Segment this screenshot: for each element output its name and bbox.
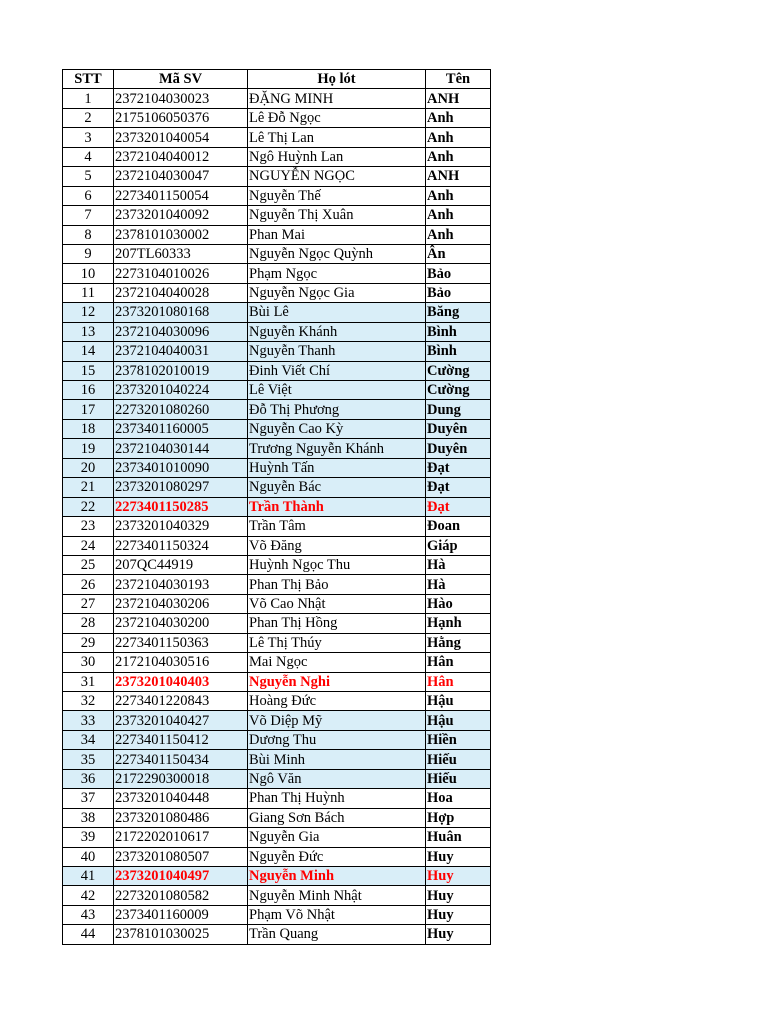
cell-ma-sv: 2373201040092 — [114, 206, 248, 225]
cell-ten: Hậu — [426, 692, 491, 711]
cell-stt: 31 — [63, 672, 114, 691]
header-ma-sv: Mã SV — [114, 70, 248, 89]
cell-stt: 41 — [63, 866, 114, 885]
cell-ho-lot: Bùi Lê — [248, 303, 426, 322]
cell-ten: Hoa — [426, 789, 491, 808]
cell-ho-lot: Phan Thị Huỳnh — [248, 789, 426, 808]
cell-ho-lot: Trần Quang — [248, 925, 426, 944]
table-row — [63, 264, 491, 283]
cell-ho-lot: ĐẶNG MINH — [248, 89, 426, 108]
table-row — [63, 381, 491, 400]
cell-ten: Hiền — [426, 730, 491, 749]
cell-ho-lot: Nguyễn Ngọc Gia — [248, 283, 426, 302]
cell-ten: Hân — [426, 672, 491, 691]
cell-ma-sv: 2172290300018 — [114, 769, 248, 788]
table-row — [63, 108, 491, 127]
cell-ten: Anh — [426, 108, 491, 127]
header-row — [63, 70, 491, 89]
table-row — [63, 653, 491, 672]
cell-ma-sv: 2373201080168 — [114, 303, 248, 322]
cell-stt: 23 — [63, 517, 114, 536]
cell-ma-sv: 2373401160005 — [114, 419, 248, 438]
table-row — [63, 730, 491, 749]
table-row — [63, 497, 491, 516]
cell-stt: 17 — [63, 400, 114, 419]
cell-ho-lot: Nguyễn Thế — [248, 186, 426, 205]
cell-ma-sv: 2273401150324 — [114, 536, 248, 555]
cell-ma-sv: 2372104030096 — [114, 322, 248, 341]
cell-stt: 36 — [63, 769, 114, 788]
cell-ma-sv: 2372104030193 — [114, 575, 248, 594]
table-row — [63, 147, 491, 166]
cell-stt: 32 — [63, 692, 114, 711]
cell-ma-sv: 2172104030516 — [114, 653, 248, 672]
cell-ho-lot: Lê Thị Thúy — [248, 633, 426, 652]
table-row — [63, 361, 491, 380]
cell-ma-sv: 2273401150412 — [114, 730, 248, 749]
cell-ho-lot: Phan Thị Hồng — [248, 614, 426, 633]
cell-ten: Hợp — [426, 808, 491, 827]
cell-ho-lot: Phan Mai — [248, 225, 426, 244]
cell-ten: Ân — [426, 244, 491, 263]
cell-ten: Băng — [426, 303, 491, 322]
cell-stt: 9 — [63, 244, 114, 263]
cell-ma-sv: 2175106050376 — [114, 108, 248, 127]
table-row — [63, 419, 491, 438]
cell-ten: ANH — [426, 89, 491, 108]
cell-ho-lot: Huỳnh Ngọc Thu — [248, 555, 426, 574]
cell-ten: Cường — [426, 361, 491, 380]
cell-stt: 42 — [63, 886, 114, 905]
header-stt: STT — [63, 70, 114, 89]
cell-ma-sv: 2273104010026 — [114, 264, 248, 283]
cell-ma-sv: 2273401150285 — [114, 497, 248, 516]
cell-ma-sv: 2373201040427 — [114, 711, 248, 730]
cell-ho-lot: Nguyễn Cao Kỳ — [248, 419, 426, 438]
cell-ten: Bình — [426, 342, 491, 361]
table-row — [63, 925, 491, 944]
cell-ma-sv: 2172202010617 — [114, 828, 248, 847]
cell-ho-lot: Trương Nguyễn Khánh — [248, 439, 426, 458]
cell-stt: 29 — [63, 633, 114, 652]
cell-stt: 28 — [63, 614, 114, 633]
table-row — [63, 439, 491, 458]
table-row — [63, 400, 491, 419]
cell-ma-sv: 2373201040448 — [114, 789, 248, 808]
table-row — [63, 517, 491, 536]
cell-stt: 40 — [63, 847, 114, 866]
cell-ho-lot: NGUYỄN NGỌC — [248, 167, 426, 186]
table-row — [63, 905, 491, 924]
cell-ten: Hào — [426, 594, 491, 613]
cell-ho-lot: Lê Đỗ Ngọc — [248, 108, 426, 127]
cell-ten: Dung — [426, 400, 491, 419]
cell-stt: 27 — [63, 594, 114, 613]
cell-ho-lot: Nguyễn Nghi — [248, 672, 426, 691]
cell-stt: 18 — [63, 419, 114, 438]
cell-stt: 43 — [63, 905, 114, 924]
table-row — [63, 672, 491, 691]
cell-stt: 25 — [63, 555, 114, 574]
cell-ma-sv: 2273401150054 — [114, 186, 248, 205]
cell-ten: Hạnh — [426, 614, 491, 633]
cell-ma-sv: 2378101030002 — [114, 225, 248, 244]
cell-ten: Duyên — [426, 439, 491, 458]
cell-ho-lot: Nguyễn Khánh — [248, 322, 426, 341]
cell-ma-sv: 2273201080582 — [114, 886, 248, 905]
table-body — [63, 89, 491, 944]
table-row — [63, 711, 491, 730]
cell-stt: 30 — [63, 653, 114, 672]
cell-ho-lot: Lê Thị Lan — [248, 128, 426, 147]
cell-ho-lot: Nguyễn Thanh — [248, 342, 426, 361]
cell-stt: 7 — [63, 206, 114, 225]
cell-ten: Bảo — [426, 264, 491, 283]
cell-stt: 21 — [63, 478, 114, 497]
cell-ten: Hà — [426, 575, 491, 594]
cell-stt: 4 — [63, 147, 114, 166]
cell-ho-lot: Lê Việt — [248, 381, 426, 400]
cell-ho-lot: Võ Cao Nhật — [248, 594, 426, 613]
cell-stt: 26 — [63, 575, 114, 594]
table-row — [63, 244, 491, 263]
cell-ten: ANH — [426, 167, 491, 186]
cell-stt: 13 — [63, 322, 114, 341]
cell-ma-sv: 207TL60333 — [114, 244, 248, 263]
cell-ten: Anh — [426, 147, 491, 166]
cell-ma-sv: 2372104040028 — [114, 283, 248, 302]
table-row — [63, 128, 491, 147]
table-row — [63, 808, 491, 827]
cell-stt: 3 — [63, 128, 114, 147]
cell-ho-lot: Nguyễn Đức — [248, 847, 426, 866]
cell-stt: 12 — [63, 303, 114, 322]
cell-ma-sv: 2373201040224 — [114, 381, 248, 400]
table-row — [63, 186, 491, 205]
cell-ten: Duyên — [426, 419, 491, 438]
cell-stt: 14 — [63, 342, 114, 361]
table-row — [63, 206, 491, 225]
cell-ho-lot: Ngô Huỳnh Lan — [248, 147, 426, 166]
cell-ten: Đạt — [426, 497, 491, 516]
cell-ten: Huy — [426, 905, 491, 924]
cell-ho-lot: Nguyễn Bác — [248, 478, 426, 497]
cell-ten: Huy — [426, 886, 491, 905]
cell-stt: 6 — [63, 186, 114, 205]
cell-ho-lot: Võ Diệp Mỹ — [248, 711, 426, 730]
cell-stt: 19 — [63, 439, 114, 458]
cell-ma-sv: 2378101030025 — [114, 925, 248, 944]
table-row — [63, 342, 491, 361]
cell-ho-lot: Phạm Ngọc — [248, 264, 426, 283]
cell-ten: Bình — [426, 322, 491, 341]
header-ten: Tên — [426, 70, 491, 89]
cell-ma-sv: 2373201040497 — [114, 866, 248, 885]
cell-ten: Huy — [426, 847, 491, 866]
cell-ma-sv: 2373201080297 — [114, 478, 248, 497]
cell-stt: 24 — [63, 536, 114, 555]
cell-ho-lot: Hoàng Đức — [248, 692, 426, 711]
student-list-table — [62, 69, 491, 945]
cell-ma-sv: 2373201040329 — [114, 517, 248, 536]
cell-ma-sv: 2373201080507 — [114, 847, 248, 866]
cell-stt: 22 — [63, 497, 114, 516]
cell-ma-sv: 2273401150363 — [114, 633, 248, 652]
cell-stt: 2 — [63, 108, 114, 127]
table-row — [63, 575, 491, 594]
cell-ma-sv: 2373401160009 — [114, 905, 248, 924]
cell-ten: Anh — [426, 206, 491, 225]
cell-ten: Đoan — [426, 517, 491, 536]
table-row — [63, 458, 491, 477]
cell-ma-sv: 2373201040403 — [114, 672, 248, 691]
cell-ten: Đạt — [426, 458, 491, 477]
cell-ma-sv: 2372104030144 — [114, 439, 248, 458]
cell-ho-lot: Trần Thành — [248, 497, 426, 516]
cell-ho-lot: Phan Thị Bảo — [248, 575, 426, 594]
cell-stt: 16 — [63, 381, 114, 400]
cell-ho-lot: Bùi Minh — [248, 750, 426, 769]
cell-stt: 35 — [63, 750, 114, 769]
cell-ten: Anh — [426, 225, 491, 244]
cell-stt: 39 — [63, 828, 114, 847]
cell-ma-sv: 2372104030200 — [114, 614, 248, 633]
cell-ma-sv: 2373201080486 — [114, 808, 248, 827]
cell-ho-lot: Giang Sơn Bách — [248, 808, 426, 827]
cell-ho-lot: Trần Tâm — [248, 517, 426, 536]
cell-ho-lot: Ngô Văn — [248, 769, 426, 788]
cell-ma-sv: 2372104030206 — [114, 594, 248, 613]
cell-ho-lot: Nguyễn Thị Xuân — [248, 206, 426, 225]
cell-ma-sv: 207QC44919 — [114, 555, 248, 574]
cell-ho-lot: Đỗ Thị Phương — [248, 400, 426, 419]
cell-ho-lot: Nguyễn Minh — [248, 866, 426, 885]
table-row — [63, 594, 491, 613]
cell-ho-lot: Nguyễn Gia — [248, 828, 426, 847]
cell-ho-lot: Nguyễn Ngọc Quỳnh — [248, 244, 426, 263]
cell-ten: Anh — [426, 186, 491, 205]
cell-ma-sv: 2378102010019 — [114, 361, 248, 380]
cell-ho-lot: Dương Thu — [248, 730, 426, 749]
table-row — [63, 89, 491, 108]
cell-ten: Cường — [426, 381, 491, 400]
cell-stt: 1 — [63, 89, 114, 108]
cell-stt: 34 — [63, 730, 114, 749]
cell-ma-sv: 2372104040012 — [114, 147, 248, 166]
cell-ten: Bảo — [426, 283, 491, 302]
cell-ten: Hậu — [426, 711, 491, 730]
cell-stt: 20 — [63, 458, 114, 477]
cell-ma-sv: 2372104040031 — [114, 342, 248, 361]
cell-stt: 44 — [63, 925, 114, 944]
table-row — [63, 478, 491, 497]
table-row — [63, 167, 491, 186]
table-row — [63, 789, 491, 808]
table-row — [63, 283, 491, 302]
table-row — [63, 886, 491, 905]
header-ho-lot: Họ lót — [248, 70, 426, 89]
table-row — [63, 633, 491, 652]
cell-ma-sv: 2372104030023 — [114, 89, 248, 108]
table-row — [63, 769, 491, 788]
cell-stt: 8 — [63, 225, 114, 244]
cell-ho-lot: Nguyễn Minh Nhật — [248, 886, 426, 905]
table-row — [63, 692, 491, 711]
cell-ma-sv: 2372104030047 — [114, 167, 248, 186]
cell-ma-sv: 2273201080260 — [114, 400, 248, 419]
table-row — [63, 303, 491, 322]
table-row — [63, 614, 491, 633]
table-row — [63, 225, 491, 244]
table-row — [63, 847, 491, 866]
table-row — [63, 536, 491, 555]
cell-ten: Huân — [426, 828, 491, 847]
table-row — [63, 828, 491, 847]
cell-ten: Đạt — [426, 478, 491, 497]
table-row — [63, 322, 491, 341]
cell-ho-lot: Võ Đăng — [248, 536, 426, 555]
cell-ma-sv: 2273401220843 — [114, 692, 248, 711]
cell-ho-lot: Đinh Viết Chí — [248, 361, 426, 380]
cell-stt: 37 — [63, 789, 114, 808]
cell-ma-sv: 2273401150434 — [114, 750, 248, 769]
cell-ho-lot: Huỳnh Tấn — [248, 458, 426, 477]
cell-ten: Hân — [426, 653, 491, 672]
cell-ho-lot: Phạm Võ Nhật — [248, 905, 426, 924]
cell-ten: Hiếu — [426, 750, 491, 769]
cell-stt: 5 — [63, 167, 114, 186]
cell-ten: Hiếu — [426, 769, 491, 788]
cell-ma-sv: 2373401010090 — [114, 458, 248, 477]
cell-stt: 10 — [63, 264, 114, 283]
table-row — [63, 750, 491, 769]
cell-stt: 11 — [63, 283, 114, 302]
cell-ten: Huy — [426, 925, 491, 944]
cell-ten: Anh — [426, 128, 491, 147]
cell-stt: 33 — [63, 711, 114, 730]
cell-stt: 15 — [63, 361, 114, 380]
cell-stt: 38 — [63, 808, 114, 827]
cell-ho-lot: Mai Ngọc — [248, 653, 426, 672]
cell-ma-sv: 2373201040054 — [114, 128, 248, 147]
cell-ten: Huy — [426, 866, 491, 885]
cell-ten: Giáp — [426, 536, 491, 555]
table-row — [63, 555, 491, 574]
cell-ten: Hằng — [426, 633, 491, 652]
table-row — [63, 866, 491, 885]
cell-ten: Hà — [426, 555, 491, 574]
